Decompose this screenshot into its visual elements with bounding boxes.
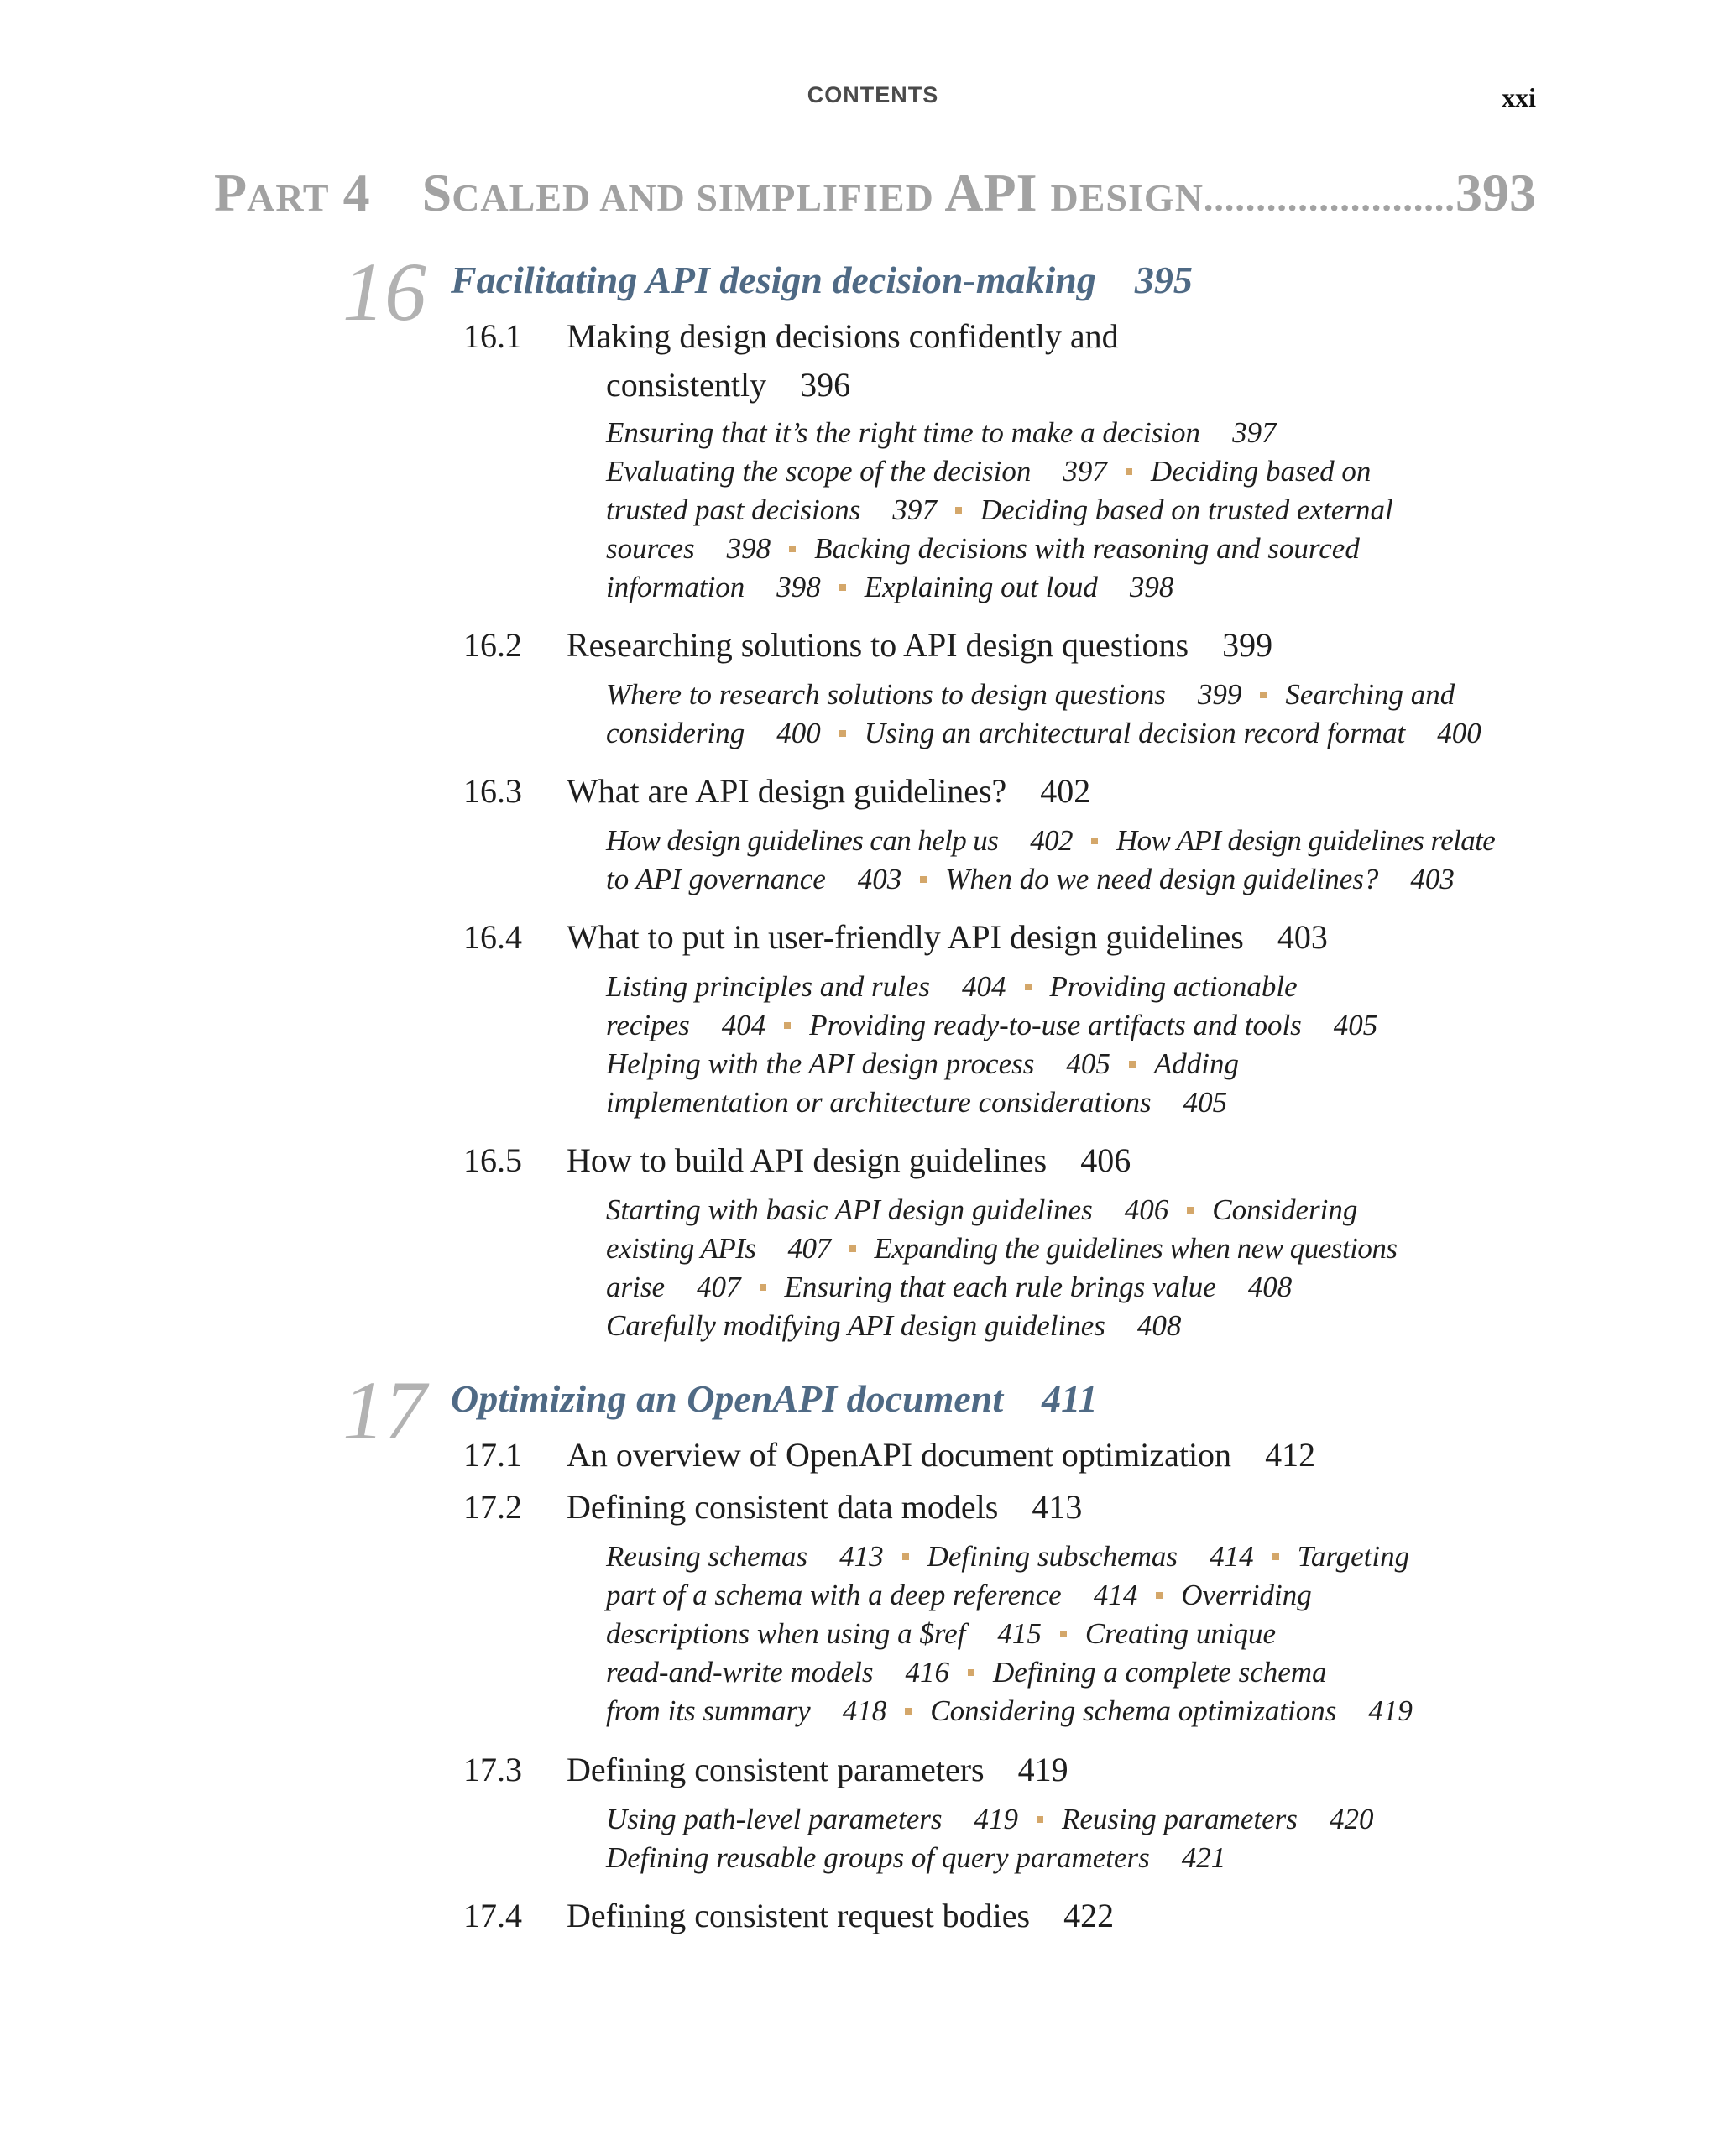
- subsection-line: information 398 Explaining out loud 398: [606, 571, 1174, 603]
- section-entry-cont[interactable]: consistently 396: [606, 366, 851, 404]
- subsection-line: Using path-level parameters 419 Reusing parameters 420: [606, 1803, 1374, 1835]
- subsection-line: Helping with the API design process 405 Adding: [606, 1047, 1239, 1080]
- part-heading[interactable]: [214, 162, 1536, 224]
- part-page: 393: [1455, 163, 1536, 222]
- chapter-number: 16: [342, 245, 426, 338]
- bullet-icon: [955, 507, 962, 514]
- subsection-line: trusted past decisions 397 Deciding based on trusted external: [606, 493, 1393, 526]
- section-entry[interactable]: 16.4 What to put in user-friendly API design guidelines 403: [463, 918, 1328, 956]
- section-entry[interactable]: 17.1 An overview of OpenAPI document optimization 412: [463, 1436, 1316, 1474]
- chapter-title[interactable]: Facilitating API design decision-making 395: [451, 258, 1193, 301]
- subsection-line: sources 398 Backing decisions with reasoning and sourced: [606, 532, 1360, 565]
- subsection-line: Listing principles and rules 404 Providing actionable: [606, 970, 1298, 1003]
- running-title: CONTENTS: [807, 82, 939, 107]
- subsection-line: part of a schema with a deep reference 414 Overriding: [606, 1579, 1312, 1611]
- bullet-icon: [839, 584, 846, 591]
- section-entry[interactable]: 16.1 Making design decisions confidently and: [463, 317, 1119, 355]
- bullet-icon: [1260, 692, 1267, 698]
- bullet-icon: [1060, 1631, 1067, 1637]
- bullet-icon: [849, 1245, 856, 1252]
- bullet-icon: [1091, 838, 1098, 844]
- bullet-icon: [1126, 468, 1132, 475]
- section-entry[interactable]: 16.3 What are API design guidelines? 402: [463, 772, 1091, 810]
- bullet-icon: [1129, 1061, 1136, 1068]
- bullet-icon: [1272, 1553, 1279, 1560]
- part-title: SCALED AND SIMPLIFIED API DESIGN: [421, 163, 1204, 222]
- bullet-icon: [760, 1284, 766, 1291]
- section-entry[interactable]: 17.3 Defining consistent parameters 419: [463, 1751, 1068, 1788]
- bullet-icon: [920, 876, 927, 883]
- subsection-line: Ensuring that it’s the right time to make a decision 397: [606, 416, 1277, 449]
- subsection-line: implementation or architecture considerations 405: [606, 1086, 1228, 1119]
- section-entry[interactable]: 16.2 Researching solutions to API design questions 399: [463, 626, 1273, 664]
- bullet-icon: [1025, 984, 1032, 990]
- subsection-line: arise 407 Ensuring that each rule brings value 408: [606, 1271, 1293, 1303]
- subsection-line: Carefully modifying API design guidelines 408: [606, 1309, 1182, 1342]
- subsection-line: considering 400 Using an architectural decision record format 400: [606, 717, 1481, 749]
- bullet-icon: [1156, 1592, 1163, 1599]
- subsection-line: Evaluating the scope of the decision 397 Deciding based on: [606, 455, 1372, 488]
- bullet-icon: [839, 730, 846, 737]
- bullet-icon: [1037, 1816, 1043, 1823]
- bullet-icon: [789, 546, 796, 552]
- section-entry[interactable]: 16.5 How to build API design guidelines 406: [463, 1141, 1131, 1179]
- subsection-line: descriptions when using a $ref 415 Creating unique: [606, 1617, 1277, 1650]
- page-number: xxi: [1502, 82, 1536, 112]
- bullet-icon: [784, 1022, 791, 1029]
- subsection-line: recipes 404 Providing ready-to-use artifacts and tools 405: [606, 1009, 1378, 1041]
- subsection-line: Reusing schemas 413 Defining subschemas 414 Targeting: [606, 1540, 1410, 1573]
- subsection-line: to API governance 403 When do we need design guidelines? 403: [606, 863, 1455, 895]
- leader-dots: [1204, 175, 1455, 220]
- chapter-title[interactable]: Optimizing an OpenAPI document 411: [451, 1377, 1098, 1420]
- subsection-line: Starting with basic API design guidelines 406 Considering: [606, 1193, 1358, 1226]
- subsection-line: read-and-write models 416 Defining a complete schema: [606, 1656, 1327, 1689]
- section-entry[interactable]: 17.2 Defining consistent data models 413: [463, 1488, 1083, 1526]
- chapter-number: 17: [342, 1364, 426, 1457]
- subsection-line: Where to research solutions to design questions 399 Searching and: [606, 678, 1455, 711]
- subsection-line: How design guidelines can help us 402 How API design guidelines relate: [606, 824, 1496, 857]
- bullet-icon: [968, 1669, 974, 1676]
- subsection-line: from its summary 418 Considering schema optimizations 419: [606, 1694, 1413, 1727]
- subsection-line: Defining reusable groups of query parameters 421: [606, 1841, 1226, 1874]
- subsection-line: existing APIs 407 Expanding the guidelines when new questions: [606, 1232, 1398, 1265]
- bullet-icon: [905, 1708, 912, 1715]
- section-entry[interactable]: 17.4 Defining consistent request bodies 422: [463, 1897, 1115, 1934]
- part-label: PART 4: [214, 163, 370, 222]
- bullet-icon: [902, 1553, 909, 1560]
- bullet-icon: [1187, 1207, 1194, 1214]
